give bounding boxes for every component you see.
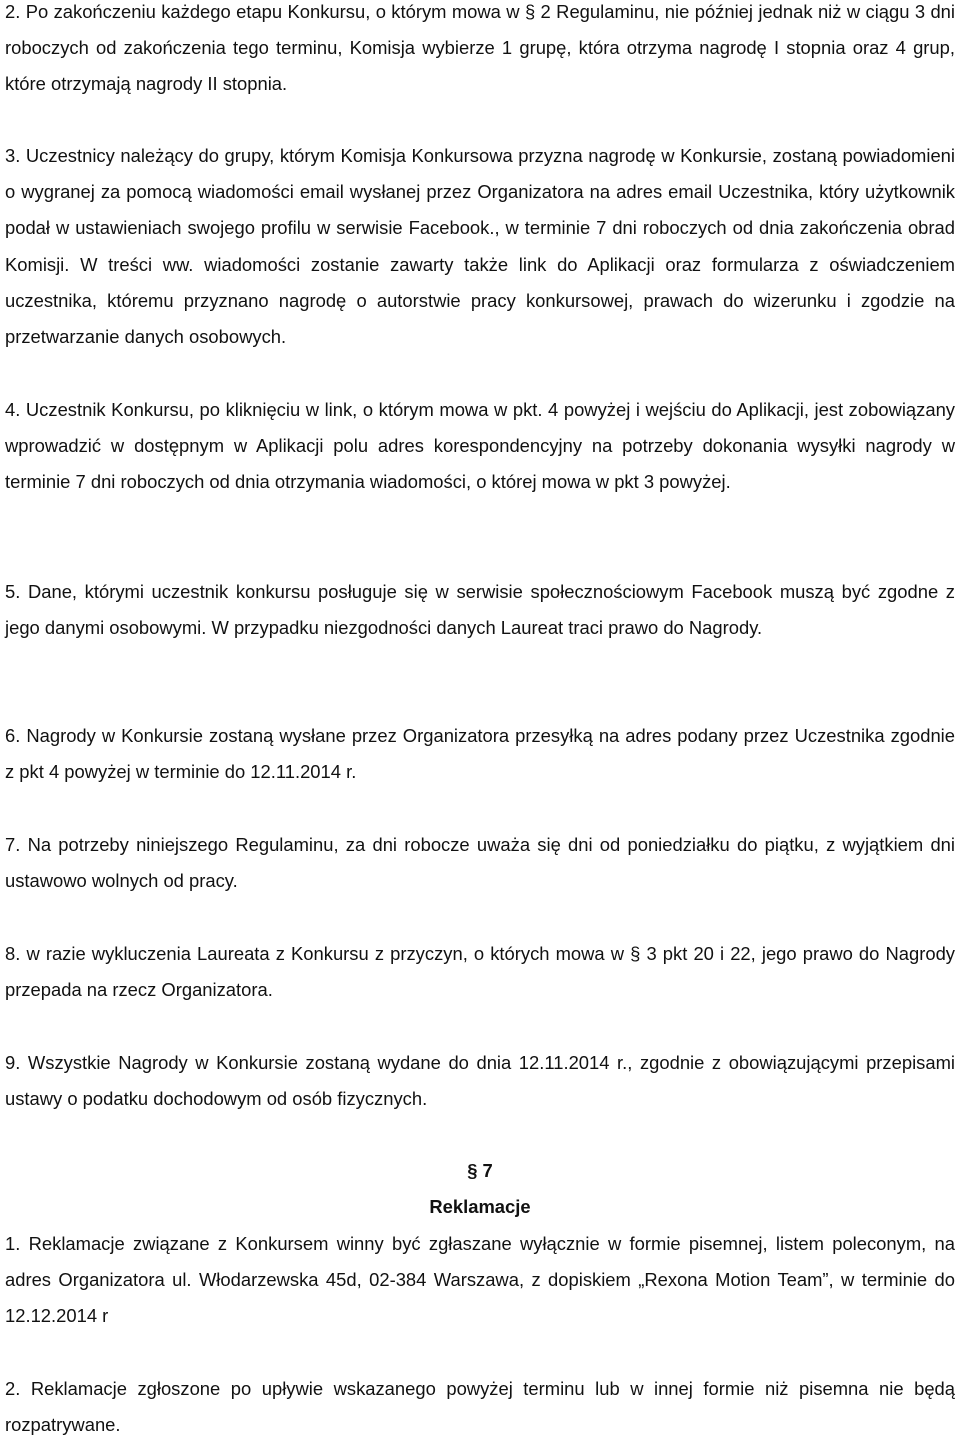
paragraph-2: 2. Po zakończeniu każdego etapu Konkursu, o którym mowa w § 2 Regulaminu, nie później jednak niż w ciągu 3 dni roboczych od zakończenia tego terminu, Komisja wybierze 1 grupę, która otrzyma nagrodę I stopnia oraz 4 grup, które otrzymają nagrody II stopnia. bbox=[5, 1, 955, 95]
paragraph-6: 6. Nagrody w Konkursie zostaną wysłane przez Organizatora przesyłką na adres podany przez Uczestnika zgodnie z pkt 4 powyżej w terminie do 12.11.2014 r. bbox=[5, 725, 955, 783]
paragraph-7: 7. Na potrzeby niniejszego Regulaminu, za dni robocze uważa się dni od poniedziałku do piątku, z wyjątkiem dni ustawowo wolnych od pracy. bbox=[5, 834, 955, 892]
section-heading bbox=[5, 1153, 955, 1225]
paragraph-8: 8. w razie wykluczenia Laureata z Konkursu z przyczyn, o których mowa w § 3 pkt 20 i 22, jego prawo do Nagrody przepada na rzecz Organizatora. bbox=[5, 943, 955, 1001]
section-number: § 7 bbox=[467, 1160, 493, 1181]
section-title: Reklamacje bbox=[429, 1196, 531, 1218]
complaint-paragraph-1: 1. Reklamacje związane z Konkursem winny być zgłaszane wyłącznie w formie pisemnej, listem poleconym, na adres Organizatora ul. Włodarzewska 45d, 02-384 Warszawa, z dopiskiem „Rexona Motion Team”, w terminie do 12.12.2014 r bbox=[5, 1233, 955, 1327]
paragraph-4: 4. Uczestnik Konkursu, po kliknięciu w link, o którym mowa w pkt. 4 powyżej i wejściu do Aplikacji, jest zobowiązany wprowadzić w dostępnym w Aplikacji polu adres korespondencyjny na potrzeby dokonania wysyłki nagrody w terminie 7 dni roboczych od dnia otrzymania wiadomości, o której mowa w pkt 3 powyżej. bbox=[5, 399, 955, 493]
paragraph-5: 5. Dane, którymi uczestnik konkursu posługuje się w serwisie społecznościowym Facebook muszą być zgodne z jego danymi osobowymi. W przypadku niezgodności danych Laureat traci prawo do Nagrody. bbox=[5, 581, 955, 639]
paragraph-9: 9. Wszystkie Nagrody w Konkursie zostaną wydane do dnia 12.11.2014 r., zgodnie z obowiązującymi przepisami ustawy o podatku dochodowym od osób fizycznych. bbox=[5, 1052, 955, 1110]
paragraph-3: 3. Uczestnicy należący do grupy, którym Komisja Konkursowa przyzna nagrodę w Konkursie, zostaną powiadomieni o wygranej za pomocą wiadomości email wysłanej przez Organizatora na adres email Uczestnika, który użytkownik podał w ustawieniach swojego profilu w serwisie Facebook., w terminie 7 dni roboczych od dnia zakończenia obrad Komisji. W treści ww. wiadomości zostanie zawarty także link do Aplikacji oraz formularza z oświadczeniem uczestnika, któremu przyznano nagrodę o autorstwie pracy konkursowej, prawach do wizerunku i zgodzie na przetwarzanie danych osobowych. bbox=[5, 145, 955, 348]
complaint-paragraph-2: 2. Reklamacje zgłoszone po upływie wskazanego powyżej terminu lub w innej formie niż pisemna nie będą rozpatrywane. bbox=[5, 1378, 955, 1436]
